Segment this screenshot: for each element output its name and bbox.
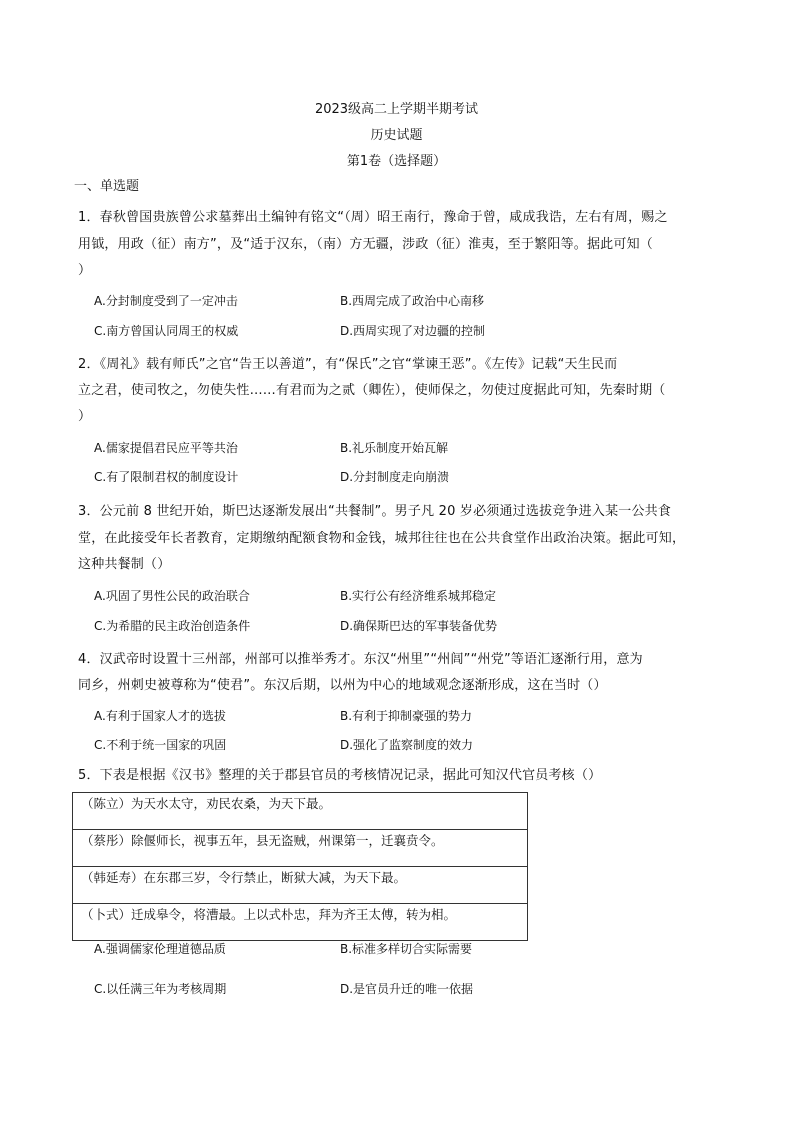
record-table [72,792,528,941]
question-1-option-d[interactable]: D.西周实现了对边疆的控制 [340,324,486,338]
table-cell: （卜式）迁成皋令，将漕最。上以式朴忠，拜为齐王太傅，转为相。 [73,904,528,941]
question-1-option-b[interactable]: B.西周完成了政治中心南移 [340,294,485,308]
question-1-line-2: 用钺，用政（征）南方”，及“适于汉东，（南）方无疆，涉政（征）淮夷，至于繁阳等。据此可知（ [78,237,653,252]
table-row [73,793,528,830]
question-3-line-2: 堂，在此接受年长者教育，定期缴纳配额食物和金钱，城邦往往也在公共食堂作出政治决策。据此可知， [78,531,686,546]
question-1-option-a[interactable]: A.分封制度受到了一定冲击 [94,294,238,308]
question-1-option-c[interactable]: C.南方曾国认同周王的权威 [94,324,239,338]
question-4-option-b[interactable]: B.有利于抑制豪强的势力 [340,709,473,723]
question-4-option-c[interactable]: C.不利于统一国家的巩固 [94,738,227,752]
question-1-line-3: ） [78,263,92,278]
question-3-line-1: 3．公元前 8 世纪开始，斯巴达逐渐发展出“共餐制”。男子凡 20 岁必须通过选拔竞争进入某一公共食 [78,504,672,519]
table-row [73,904,528,941]
table-row [73,830,528,867]
question-3-option-a[interactable]: A.巩固了男性公民的政治联合 [94,589,250,603]
question-5-option-d[interactable]: D.是官员升迁的唯一依据 [340,982,474,996]
section-title: 一、单选题 [74,179,140,194]
question-2-option-c[interactable]: C.有了限制君权的制度设计 [94,470,239,484]
table-cell: （陈立）为天水太守，劝民农桑，为天下最。 [73,793,528,830]
question-2-line-2: 立之君，使司牧之，勿使失性……有君而为之贰（卿佐），使师保之，勿使过度据此可知，先秦时期（ [78,383,666,398]
exam-volume: 第1卷（选择题） [346,154,447,169]
question-1-line-1: 1．春秋曾国贵族曾公求墓葬出土编钟有铭文“（周）昭王南行，豫命于曾，咸成我诰，左右有周，赐之 [78,210,668,225]
question-2-option-b[interactable]: B.礼乐制度开始瓦解 [340,441,449,455]
question-2-option-a[interactable]: A.儒家提倡君民应平等共治 [94,441,238,455]
question-3-option-b[interactable]: B.实行公有经济维系城邦稳定 [340,589,497,603]
question-2-line-3: ） [78,409,92,424]
question-5-line-1: 5．下表是根据《汉书》整理的关于郡县官员的考核情况记录，据此可知汉代官员考核（） [78,768,602,783]
question-4-option-a[interactable]: A.有利于国家人才的选拔 [94,709,226,723]
exam-title: 2023级高二上学期半期考试 [314,102,479,117]
question-5-option-c[interactable]: C.以任满三年为考核周期 [94,982,227,996]
question-2-option-d[interactable]: D.分封制度走向崩溃 [340,470,450,484]
question-3-option-c[interactable]: C.为希腊的民主政治创造条件 [94,619,251,633]
table-row [73,867,528,904]
question-2-line-1: 2．《周礼》载有师氏”之官“告王以善道”，有“保氏”之官“掌谏王恶”。《左传》记载“天生民而 [78,357,618,372]
question-4-line-1: 4．汉武帝时设置十三州部，州部可以推举秀才。东汉“州里”“州闾”“州党”等语汇逐渐行用，意为 [78,652,643,667]
exam-subject: 历史试题 [370,128,423,143]
question-5-option-a[interactable]: A.强调儒家伦理道德品质 [94,942,226,956]
table-cell: （蔡彤）除偃师长，视事五年，县无盗贼，州课第一，迁襄贲令。 [73,830,528,867]
question-4-option-d[interactable]: D.强化了监察制度的效力 [340,738,474,752]
table-cell: （韩延寿）在东郡三岁，令行禁止，断狱大减，为天下最。 [73,867,528,904]
question-5-option-b[interactable]: B.标准多样切合实际需要 [340,942,473,956]
question-3-option-d[interactable]: D.确保斯巴达的军事装备优势 [340,619,498,633]
question-3-line-3: 这种共餐制（） [78,557,171,572]
question-4-line-2: 同乡，州刺史被尊称为“使君”。东汉后期，以州为中心的地域观念逐渐形成，这在当时（） [78,678,607,693]
